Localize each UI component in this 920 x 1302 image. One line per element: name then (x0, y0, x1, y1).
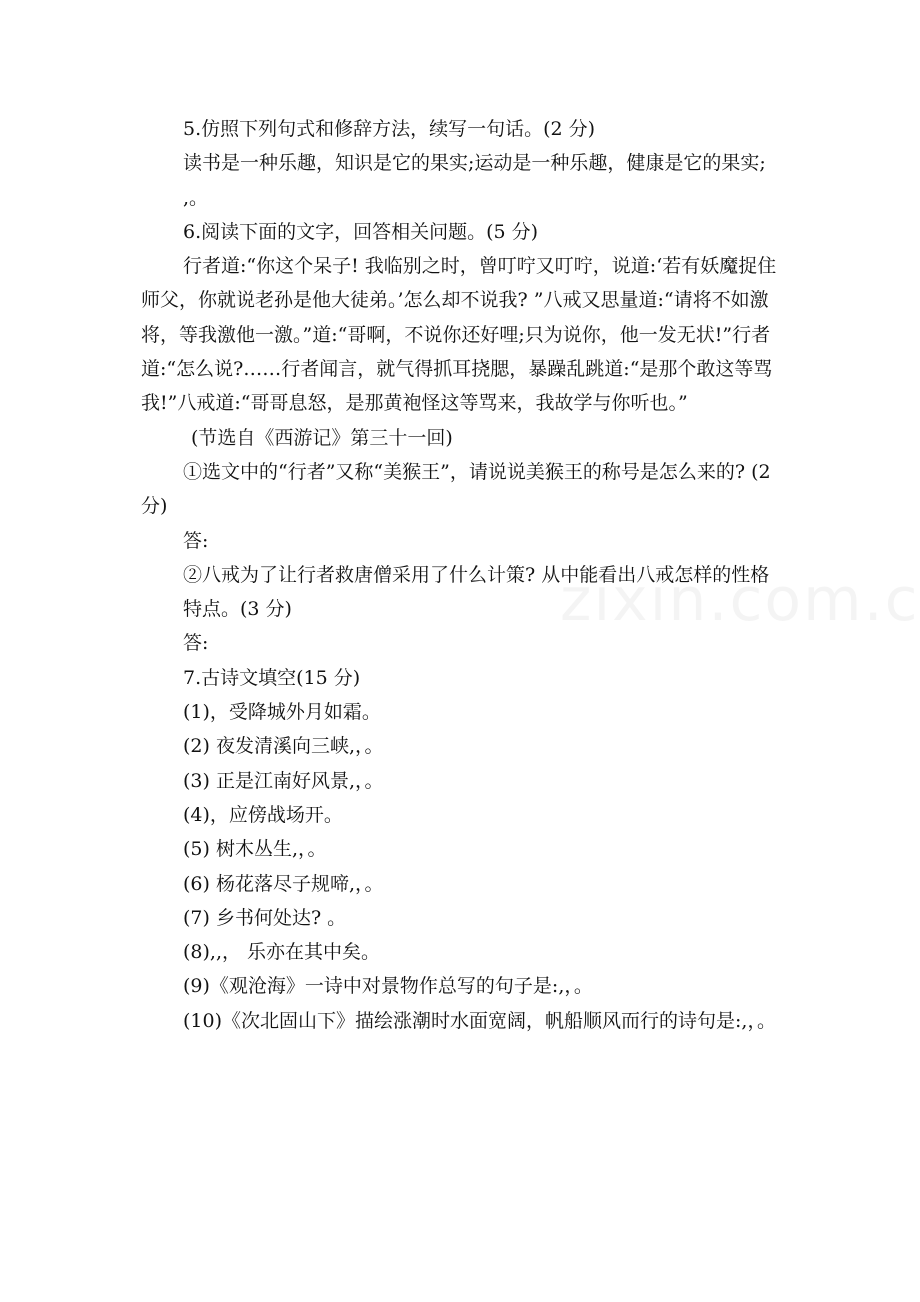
question-7-heading: 7.古诗文填空(15 分) (183, 666, 361, 689)
question-7-item-3: (3) 正是江南好风景,，。 (183, 769, 384, 792)
question-7-item-4: (4)，应傍战场开。 (183, 803, 343, 826)
question-6-sub-2-answer: 答: (183, 632, 209, 655)
question-7-item-6: (6) 杨花落尽子规啼,，。 (183, 872, 384, 895)
question-7-item-9: (9)《观沧海》一诗中对景物作总写的句子是:,，。 (183, 975, 593, 998)
question-7-item-7: (7) 乡书何处达? 。 (183, 906, 347, 929)
question-6-source: (节选自《西游记》第三十一回) (191, 426, 453, 449)
question-7-item-8: (8),,， 乐亦在其中矣。 (183, 941, 381, 964)
question-6-sub-1: ①选文中的“行者”又称“美猴王”，请说说美猴王的称号是怎么来的? (2 分) (141, 460, 771, 518)
question-6-heading: 6.阅读下面的文字，回答相关问题。(5 分) (183, 220, 539, 243)
question-7-item-2: (2) 夜发清溪向三峡,，。 (183, 735, 384, 758)
question-6-sub-2: ②八戒为了让行者救唐僧采用了什么计策? 从中能看出八戒怎样的性格 (183, 563, 770, 586)
question-6-sub-2-cont: 特点。(3 分) (183, 598, 292, 621)
question-7-item-1: (1)，受降城外月如霜。 (183, 701, 381, 724)
document-body (141, 112, 791, 1038)
question-5-heading: 5.仿照下列句式和修辞方法，续写一句话。(2 分) (183, 118, 596, 140)
question-5-example: 读书是一种乐趣，知识是它的果实;运动是一种乐趣，健康是它的果实; (183, 152, 766, 175)
question-6-passage: 行者道:“你这个呆子! 我临别之时，曾叮咛又叮咛，说道:‘若有妖魔捉住师父，你就说老孙是他大徒弟。’怎么却不说我? ”八戒又思量道:“请将不如激将，等我激他一激。”道:“哥啊，不说你还好哩;只为说你，他一发无状!”行者道:“怎么说?……行者闻言，就气得抓耳挠腮，暴躁乱跳道:“是那个敢这等骂我!”八戒道:“哥哥息怒，是那黄袍怪这等骂来，我故学与你听也。” (141, 255, 777, 415)
question-6-sub-1-answer: 答: (183, 529, 209, 552)
question-7-item-5: (5) 树木丛生,，。 (183, 838, 327, 861)
question-5-answer-blank: ,。 (183, 186, 209, 209)
question-7-item-10: (10)《次北固山下》描绘涨潮时水面宽阔，帆船顺风而行的诗句是:,，。 (183, 1009, 776, 1032)
